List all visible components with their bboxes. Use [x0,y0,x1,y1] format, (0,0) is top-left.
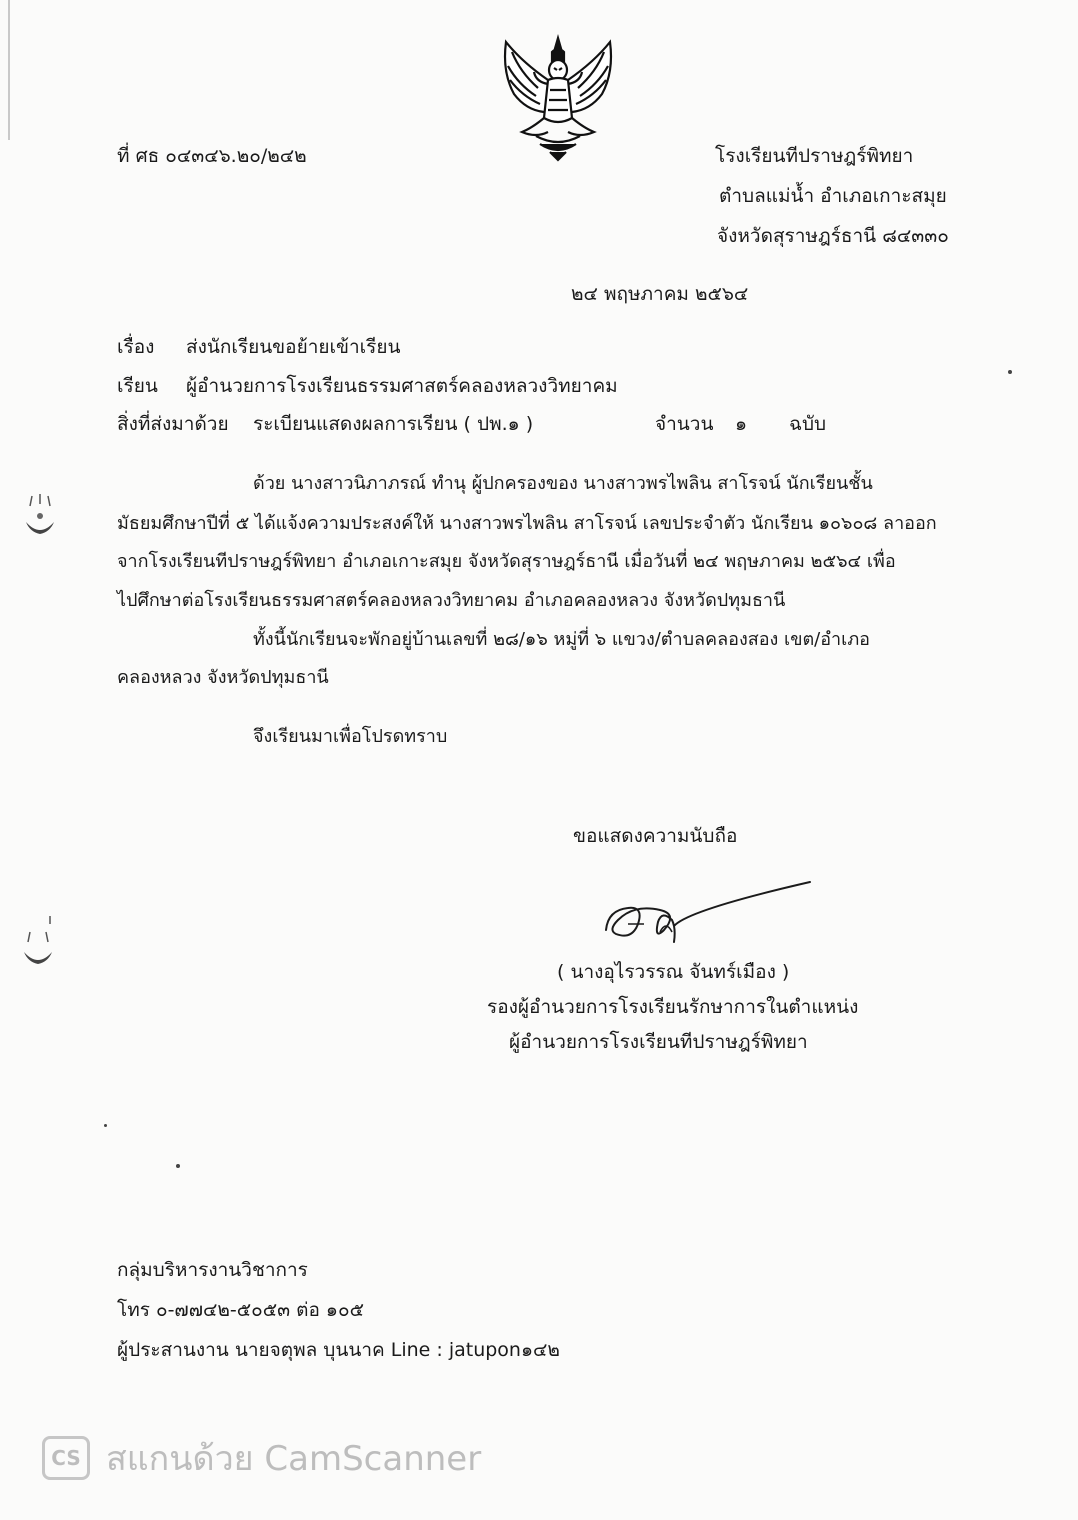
body-line: คลองหลวง จังหวัดปทุมธานี [117,667,329,688]
amount-value: ๑ [735,413,748,435]
scan-edge-shadow [8,0,10,140]
address-line-1: ตำบลแม่น้ำ อำเภอเกาะสมุย [719,185,947,207]
signatory-position-1: รองผู้อำนวยการโรงเรียนรักษาการในตำแหน่ง [487,996,859,1018]
address-line-2: จังหวัดสุราษฎร์ธานี ๘๔๓๓๐ [717,225,949,247]
scan-speck [1008,370,1012,374]
signatory-name: ( นางอุไรวรรณ จันทร์เมือง ) [557,961,790,983]
body-line: มัธยมศึกษาปีที่ ๕ ได้แจ้งความประสงค์ให้ นางสาวพรไพลิน สาโรจน์ เลขประจำตัว นักเรียน ๑๐๖๐๘ ลาออก [117,513,937,534]
recipient-text: ผู้อำนวยการโรงเรียนธรรมศาสตร์คลองหลวงวิทยาคม [186,375,618,397]
handwritten-signature [598,880,818,960]
document-number: ที่ ศธ ๐๔๓๔๖.๒๐/๒๔๒ [117,145,307,167]
body-line: ด้วย นางสาวนิภาภรณ์ ทำนุ ผู้ปกครองของ นางสาวพรไพลิน สาโรจน์ นักเรียนชั้น [253,473,873,494]
scan-speck [104,1124,107,1127]
body-line: ไปศึกษาต่อโรงเรียนธรรมศาสตร์คลองหลวงวิทยาคม อำเภอคลองหลวง จังหวัดปทุมธานี [117,590,786,611]
attachment-label: สิ่งที่ส่งมาด้วย [117,413,229,435]
body-line: จากโรงเรียนทีปราษฎร์พิทยา อำเภอเกาะสมุย จังหวัดสุราษฎร์ธานี เมื่อวันที่ ๒๔ พฤษภาคม ๒๕๖๔ เพื่อ [117,551,896,572]
closing-line: จึงเรียนมาเพื่อโปรดทราบ [253,726,448,747]
garuda-emblem-icon [492,32,624,164]
coordinator-info: ผู้ประสานงาน นายจตุพล บุนนาค Line : jatupon๑๔๒ [117,1339,560,1361]
punch-hole-mark [18,912,58,968]
amount-label: จำนวน [655,413,714,435]
camscanner-watermark-text: สแกนด้วย CamScanner [106,1439,482,1479]
camscanner-logo-icon: CS [42,1436,90,1480]
salutation: ขอแสดงความนับถือ [573,825,738,847]
letter-date: ๒๔ พฤษภาคม ๒๕๖๔ [571,283,749,305]
contact-phone: โทร ๐-๗๗๔๒-๕๐๕๓ ต่อ ๑๐๕ [117,1299,364,1321]
recipient-label: เรียน [117,375,158,397]
scan-speck [176,1164,180,1168]
signatory-position-2: ผู้อำนวยการโรงเรียนทีปราษฎร์พิทยา [509,1031,808,1053]
school-name: โรงเรียนทีปราษฎร์พิทยา [715,145,914,167]
amount-unit: ฉบับ [789,413,827,435]
punch-hole-mark [20,492,60,542]
body-line: ทั้งนี้นักเรียนจะพักอยู่บ้านเลขที่ ๒๘/๑๖ หมู่ที่ ๖ แขวง/ตำบลคลองสอง เขต/อำเภอ [253,629,870,650]
subject-text: ส่งนักเรียนขอย้ายเข้าเรียน [186,336,401,358]
attachment-text: ระเบียนแสดงผลการเรียน ( ปพ.๑ ) [253,413,534,435]
subject-label: เรื่อง [117,336,155,358]
department-name: กลุ่มบริหารงานวิชาการ [117,1259,308,1281]
